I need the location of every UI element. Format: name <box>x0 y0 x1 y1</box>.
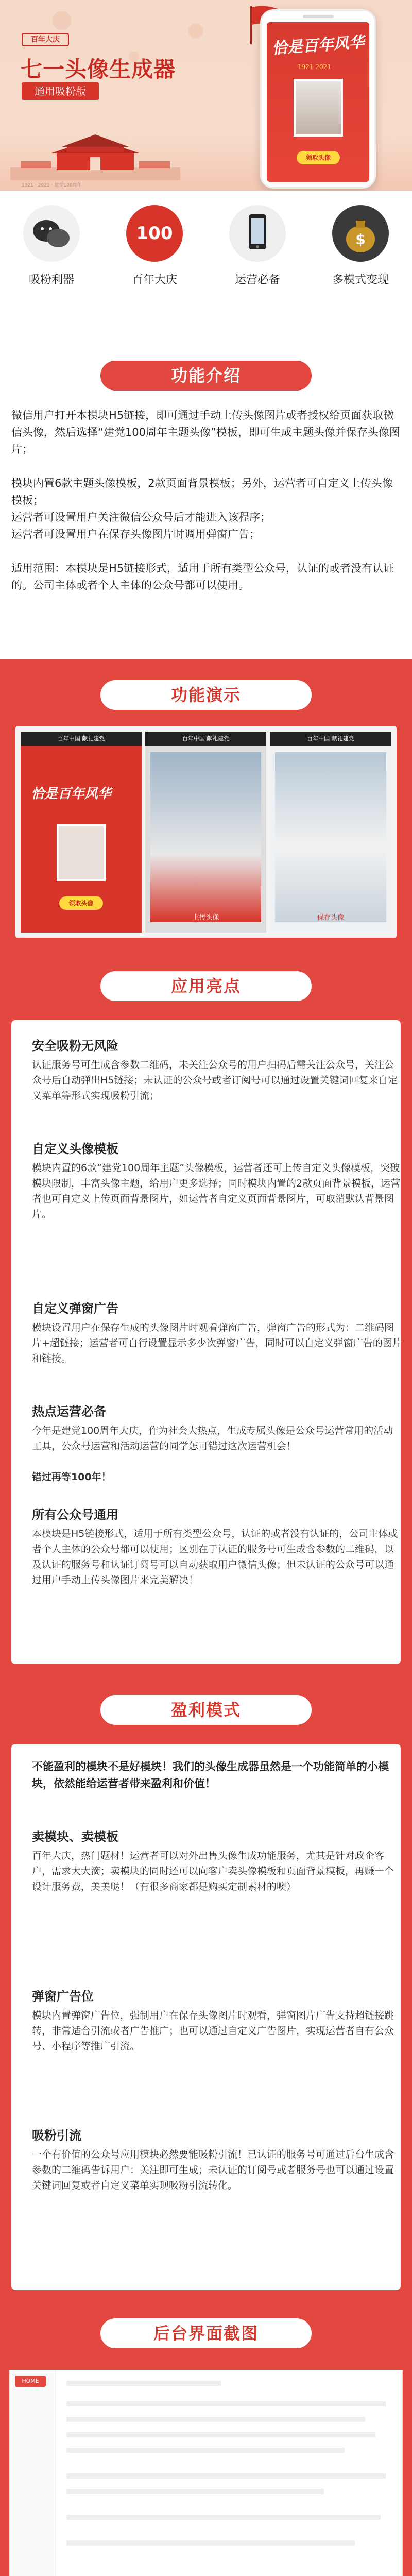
feature-item-operation <box>216 205 299 287</box>
highlight-body: 本模块是H5链接形式，适用于所有类型公众号，认证的或者没有认证的，公司主体或者个人主体的公众号都可以使用；区别在于认证的服务号可生成含参数的二维码，以及认证的服务号和认证订阅号可以自动获取用户微信头像；但未认证的公众号可以通过用户手动上传头像图片来完美解决！ <box>32 1528 398 1586</box>
highlights-heading: 应用亮点 <box>100 971 312 1001</box>
highlight-title: 自定义头像模板 <box>32 1142 118 1156</box>
highlight-body: 今年是建党100周年大庆，作为社会大热点，生成专属头像是公众号运营常用的活动工具，公众号运营和活动运营的同学怎可错过这次运营机会！ <box>32 1425 393 1452</box>
highlight-body: 模块设置用户在保存生成的头像图片时观看弹窗广告，弹窗广告的形式为：二维码图片+超链接；运营者可自行设置显示多少次弹窗广告，同时可以自定义弹窗广告的图片和链接。 <box>32 1322 402 1364</box>
intro-paragraph: 模块内置6款主题头像模板，2款页面背景模板；另外，运营者可自定义上传头像模板； <box>11 477 393 506</box>
feature-label: 吸粉利器 <box>28 274 74 286</box>
phone-icon <box>229 205 286 262</box>
profit-title: 卖模块、卖模板 <box>32 1829 118 1844</box>
highlight-title: 安全吸粉无风险 <box>32 1039 118 1053</box>
feature-item-monetize <box>319 205 402 287</box>
profit-title: 弹窗广告位 <box>32 1989 94 2004</box>
section-heading: 功能介绍 <box>100 361 312 391</box>
feature-label: 运营必备 <box>234 274 280 286</box>
demo-photo-upload <box>150 752 261 922</box>
hero-banner <box>0 0 412 191</box>
highlight-title: 自定义弹窗广告 <box>32 1301 118 1316</box>
demo-heading: 功能演示 <box>100 680 312 710</box>
feature-item-fans <box>10 205 93 287</box>
backend-heading: 后台界面截图 <box>100 2318 312 2348</box>
profit-body: 模块内置弹窗广告位，强制用户在保存头像图片时观看，弹窗图片广告支持超链接跳转，非常适合引流或者广告推广；也可以通过自定义广告图片，实现运营者自有公众号、小程序等推广引流。 <box>32 2010 394 2052</box>
intro-paragraph: 运营者可设置用户在保存头像图片时调用弹窗广告； <box>11 528 260 540</box>
hero-title: 七一头像生成器 <box>21 57 176 82</box>
profit-heading: 盈利模式 <box>100 1695 312 1725</box>
wechat-icon <box>23 205 80 262</box>
tiananmen-illustration <box>10 131 180 180</box>
profit-body: 一个有价值的公众号应用模块必然要能吸粉引流！已认证的服务号可通过后台生成含参数的二维码告诉用户：关注即可生成；未认证的订阅号或者服务号也可以通过设置关键词回复或者自定义菜单实现吸粉引流转化。 <box>32 2149 394 2191</box>
feature-item-anniversary <box>113 205 196 287</box>
hero-footnote: 1921 - 2021 · 建党100周年 <box>22 183 82 188</box>
profit-lead: 不能盈利的模块不是好模块！我们的头像生成器虽然是一个功能简单的小模块，依然能给运营者带来盈利和价值！ <box>32 1760 389 1790</box>
highlight-body: 模块内置的6款“建党100周年主题”头像模板，运营者还可上传自定义头像模板，突破模块限制，丰富头像主题，给用户更多选择；同时模块内置的2款页面背景模板，运营者也可自定义上传页面背景图片，如运营者自定义页面背景图片，可取消默认背景图片。 <box>32 1162 401 1220</box>
svg-text:$: $ <box>355 231 366 248</box>
phone-mockup <box>260 9 376 189</box>
svg-text:100: 100 <box>136 223 173 244</box>
highlight-emphasis: 错过再等100年！ <box>32 1471 111 1483</box>
hero-tag: 百年大庆 <box>22 33 69 46</box>
feature-label: 多模式变现 <box>332 274 389 286</box>
money-bag-icon <box>332 205 389 262</box>
feature-icons <box>0 191 412 355</box>
demo-caption: 保存头像 <box>317 914 344 922</box>
get-avatar-button[interactable]: 领取头像 <box>297 151 340 164</box>
demo-screen-1: 百年中国 献礼建党 恰是百年风华 领取头像 <box>21 732 142 933</box>
highlights-card <box>11 1020 401 1664</box>
profit-body: 百年大庆，热门题材！运营者可以对外出售头像生成功能服务，尤其是针对政企客户，需求大大滴；卖模块的同时还可以向客户卖头像模板和页面背景模板，再赚一个设计服务费，美美哒！（有很多商家都是购买定制素材的噢） <box>32 1850 394 1892</box>
intro-paragraph: 运营者可设置用户关注微信公众号后才能进入该程序； <box>11 511 271 523</box>
phone-notch <box>303 15 334 18</box>
hero-subtitle: 通用吸粉版 <box>22 82 99 100</box>
demo-screens <box>15 726 397 938</box>
demo-screen-3: 百年中国 献礼建党 保存头像 <box>270 732 391 933</box>
demo-avatar <box>57 824 106 881</box>
phone-year: 1921 2021 <box>298 63 331 71</box>
intro-paragraph: 适用范围：本模块是H5链接形式，适用于所有类型公众号，认证的或者没有认证的。公司主体或者个人主体的公众号都可以使用。 <box>11 562 394 591</box>
anniversary-100-icon <box>126 205 183 262</box>
admin-logo: HOME <box>15 2376 46 2387</box>
demo-photo-result <box>275 752 386 922</box>
profit-card <box>11 1744 401 2290</box>
highlight-title: 所有公众号通用 <box>32 1507 118 1522</box>
highlight-title: 热点运营必备 <box>32 1404 106 1419</box>
profit-title: 吸粉引流 <box>32 2128 81 2143</box>
demo-caption: 上传头像 <box>192 914 219 922</box>
feature-label: 百年大庆 <box>131 274 177 286</box>
phone-calligraphy: 恰是百年风华 <box>271 33 365 58</box>
demo-calligraphy: 恰是百年风华 <box>31 786 112 802</box>
demo-screen-2: 百年中国 献礼建党 上传头像 <box>145 732 266 933</box>
intro-paragraph: 微信用户打开本模块H5链接，即可通过手动上传头像图片或者授权给页面获取微信头像，然后选择“建党100周年主题头像”模板，即可生成主题头像并保存头像图片； <box>11 409 400 455</box>
avatar-preview <box>294 79 343 137</box>
highlight-body: 认证服务号可生成含参数二维码，未关注公众号的用户扫码后需关注公众号，关注公众号后自动弹出H5链接；未认证的公众号或者订阅号可以通过设置关键词回复来自定义菜单等形式实现吸粉引流； <box>32 1059 398 1101</box>
phone-screen <box>267 22 369 182</box>
admin-screenshot <box>9 2370 403 2576</box>
demo-get-avatar-button[interactable]: 领取头像 <box>59 896 103 910</box>
intro-section <box>0 355 412 659</box>
